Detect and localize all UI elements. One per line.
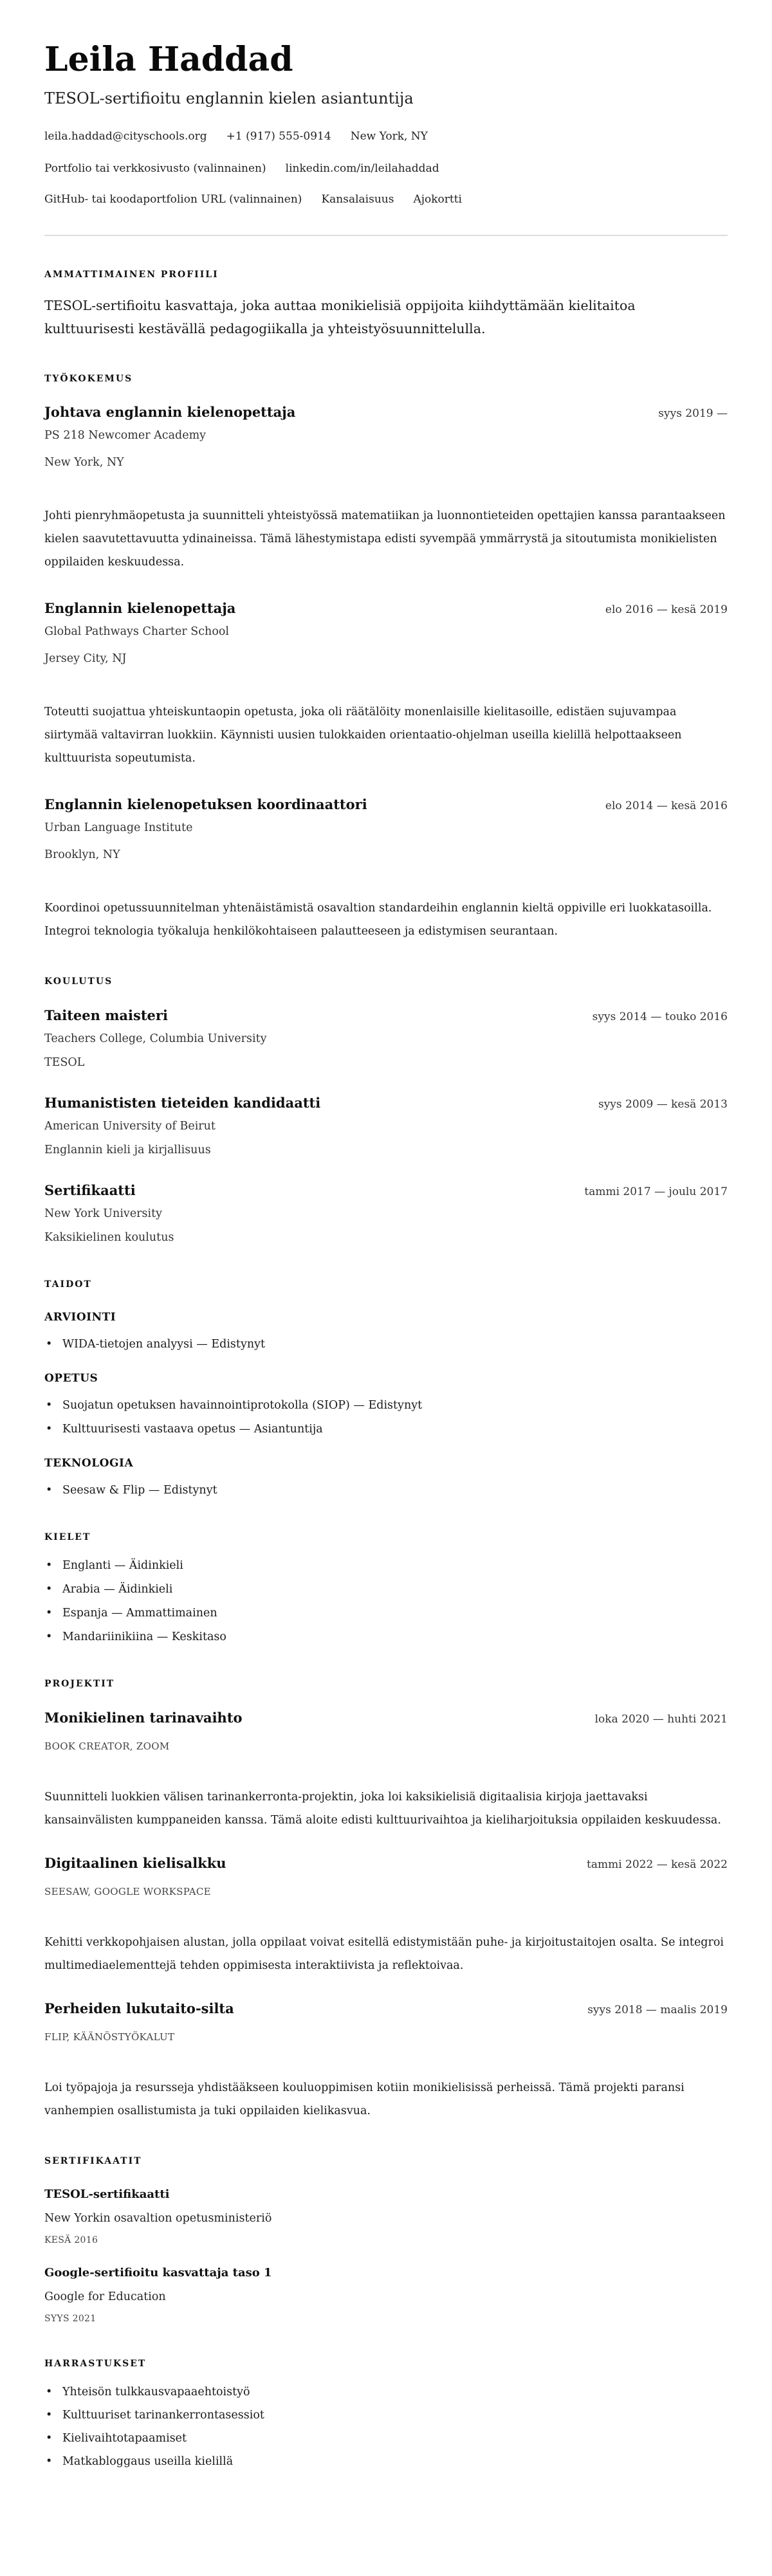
skill-category: ARVIOINTI [44, 1311, 116, 1324]
skill-item: • Seesaw & Flip — Edistynyt [44, 1482, 728, 1499]
interest-item: • Kielivaihtotapaamiset [44, 2430, 728, 2447]
project-entry [44, 1854, 728, 1977]
education-date: syys 2009 — kesä 2013 [598, 1098, 728, 1111]
field-of-study: Kaksikielinen koulutus [44, 1231, 174, 1244]
project-description: Suunnitteli luokkien välisen tarinankerronta-projektin, joka loi kaksikielisiä digitaalisia kirjoja jaettavaksi kansainvälisten kumppaneiden kanssa. Tämä aloite edisti kulttuurivaihtoa ja kieliharjoituksia oppilaiden keskuudessa. [44, 1791, 721, 1827]
language-item: • Espanja — Ammattimainen [44, 1605, 728, 1621]
section-title: TAIDOT [44, 1279, 92, 1290]
field-of-study: TESOL [44, 1056, 85, 1069]
project-tech: FLIP, KÄÄNÖSTYÖKALUT [44, 2031, 175, 2043]
job-entry [44, 796, 728, 943]
project-entry [44, 1709, 728, 1832]
skill-list [44, 1336, 728, 1353]
linkedin-link[interactable]: linkedin.com/in/leilahaddad [285, 162, 439, 175]
project-name: Perheiden lukutaito-silta [44, 2000, 234, 2016]
skill-list [44, 1482, 728, 1499]
job-location: New York, NY [44, 456, 124, 469]
project-tech: BOOK CREATOR, ZOOM [44, 1740, 170, 1752]
skills-section [44, 1278, 728, 1499]
contact-row [44, 129, 728, 144]
certification-entry [44, 2265, 728, 2325]
certification-name: Google-sertifioitu kasvattaja taso 1 [44, 2266, 272, 2279]
header-divider [44, 235, 728, 236]
certification-issuer: New Yorkin osavaltion opetusministeriö [44, 2212, 272, 2225]
job-description: Johti pienryhmäopetusta ja suunnitteli yhteistyössä matematiikan ja luonnontieteiden opettajien kanssa parantaakseen kielen saavutettavuutta ydinaineissa. Tämä lähestymistapa edisti syvempää ymmärrystä ja sitoutumista monikielisten oppilaiden keskuudessa. [44, 509, 726, 569]
drivers-license: Ajokortti [413, 193, 462, 206]
job-title: Johtava englannin kielenopettaja [44, 404, 296, 420]
job-entry [44, 599, 728, 770]
languages-section [44, 1531, 728, 1645]
school: Teachers College, Columbia University [44, 1032, 267, 1045]
section-title: TYÖKOKEMUS [44, 374, 133, 384]
skill-item: • WIDA-tietojen analyysi — Edistynyt [44, 1336, 728, 1353]
certifications-section [44, 2155, 728, 2325]
resume-header [44, 41, 728, 207]
language-item: • Englanti — Äidinkieli [44, 1557, 728, 1574]
certification-name: TESOL-sertifikaatti [44, 2188, 170, 2201]
skill-item: • Suojatun opetuksen havainnointiprotokolla (SIOP) — Edistynyt [44, 1397, 728, 1414]
certification-entry [44, 2187, 728, 2247]
section-title: KOULUTUS [44, 976, 113, 987]
contact-row [44, 192, 728, 207]
skill-list [44, 1397, 728, 1438]
profile-section [44, 268, 728, 340]
project-date: syys 2018 — maalis 2019 [587, 2004, 728, 2016]
interest-item: • Kulttuuriset tarinankerrontasessiot [44, 2407, 728, 2424]
interest-list [44, 2384, 728, 2470]
degree: Humanististen tieteiden kandidaatti [44, 1095, 321, 1111]
contact-row [44, 161, 728, 176]
education-section [44, 975, 728, 1246]
project-tech: SEESAW, GOOGLE WORKSPACE [44, 1886, 211, 1897]
project-name: Digitaalinen kielisalkku [44, 1855, 226, 1871]
candidate-name: Leila Haddad [44, 40, 293, 79]
portfolio-link[interactable]: Portfolio tai verkkosivusto (valinnainen) [44, 162, 266, 175]
certification-date: SYYS 2021 [44, 2314, 96, 2324]
phone-number[interactable]: +1 (917) 555-0914 [226, 130, 331, 143]
education-date: tammi 2017 — joulu 2017 [584, 1185, 728, 1198]
language-item: • Arabia — Äidinkieli [44, 1581, 728, 1598]
section-title: AMMATTIMAINEN PROFIILI [44, 269, 219, 280]
school: American University of Beirut [44, 1120, 216, 1133]
degree: Taiteen maisteri [44, 1007, 168, 1023]
job-title: Englannin kielenopettaja [44, 600, 236, 616]
skill-category: TEKNOLOGIA [44, 1457, 134, 1470]
project-entry [44, 2000, 728, 2123]
project-description: Loi työpajoja ja resursseja yhdistääkseen kouluoppimisen kotiin monikielisissä perheissä. Tämä projekti paransi vanhempien osallistumista ja tuki oppilaiden kielikasvua. [44, 2081, 685, 2117]
skill-category: OPETUS [44, 1372, 98, 1385]
skill-item: • Kulttuurisesti vastaava opetus — Asiantuntija [44, 1421, 728, 1438]
job-date: elo 2016 — kesä 2019 [605, 603, 728, 616]
project-date: loka 2020 — huhti 2021 [594, 1713, 728, 1726]
location: New York, NY [350, 130, 428, 143]
job-title: Englannin kielenopetuksen koordinaattori [44, 796, 367, 812]
email-link[interactable]: leila.haddad@cityschools.org [44, 130, 207, 143]
project-name: Monikielinen tarinavaihto [44, 1710, 243, 1726]
education-entry [44, 1007, 728, 1071]
citizenship: Kansalaisuus [321, 193, 394, 206]
certification-issuer: Google for Education [44, 2290, 166, 2303]
job-description: Toteutti suojattua yhteiskuntaopin opetusta, joka oli räätälöity monenlaisille kielitasoille, edistäen sujuvampaa siirtymää valtavirran luokkiin. Käynnisti uusien tulokkaiden orientaatio-ohjelman useilla kielillä helpottaakseen kulttuurista sopeutumista. [44, 706, 682, 765]
degree: Sertifikaatti [44, 1182, 136, 1198]
job-organization: PS 218 Newcomer Academy [44, 429, 207, 442]
section-title: SERTIFIKAATIT [44, 2156, 142, 2166]
candidate-headline: TESOL-sertifioitu englannin kielen asiantuntija [44, 89, 414, 107]
interest-item: • Matkabloggaus useilla kielillä [44, 2453, 728, 2470]
job-description: Koordinoi opetussuunnitelman yhtenäistämistä osavaltion standardeihin englannin kieltä oppiville eri luokkatasoilla. Integroi teknologia työkaluja henkilökohtaiseen palautteeseen ja edistymisen seurantaan. [44, 902, 712, 938]
project-description: Kehitti verkkopohjaisen alustan, jolla oppilaat voivat esitellä edistymistään puhe- ja kirjoitustaitojen osalta. Se integroi multimediaelementtejä tehden oppimisesta interaktiivista ja reflektoivaa. [44, 1936, 724, 1972]
job-date: syys 2019 — [658, 407, 728, 420]
field-of-study: Englannin kieli ja kirjallisuus [44, 1144, 211, 1156]
job-organization: Urban Language Institute [44, 821, 193, 834]
language-item: • Mandariinikiina — Keskitaso [44, 1629, 728, 1645]
education-entry [44, 1094, 728, 1158]
section-title: PROJEKTIT [44, 1679, 115, 1689]
job-location: Jersey City, NJ [44, 652, 127, 665]
school: New York University [44, 1207, 163, 1220]
certification-date: KESÄ 2016 [44, 2235, 98, 2245]
project-date: tammi 2022 — kesä 2022 [586, 1858, 728, 1871]
job-location: Brooklyn, NY [44, 848, 120, 861]
interest-item: • Yhteisön tulkkausvapaaehtoistyö [44, 2384, 728, 2400]
education-entry [44, 1182, 728, 1246]
profile-summary: TESOL-sertifioitu kasvattaja, joka auttaa monikielisiä oppijoita kiihdyttämään kielitaitoa kulttuurisesti kestävällä pedagogiikalla ja yhteistyösuunnittelulla. [44, 298, 636, 336]
job-date: elo 2014 — kesä 2016 [605, 799, 728, 812]
projects-section [44, 1677, 728, 2123]
job-entry [44, 403, 728, 574]
section-title: KIELET [44, 1532, 91, 1542]
job-organization: Global Pathways Charter School [44, 625, 229, 638]
experience-section [44, 372, 728, 943]
language-list [44, 1557, 728, 1645]
education-date: syys 2014 — touko 2016 [592, 1010, 728, 1023]
interests-section [44, 2357, 728, 2470]
github-link[interactable]: GitHub- tai koodaportfolion URL (valinnainen) [44, 193, 302, 206]
section-title: HARRASTUKSET [44, 2359, 147, 2369]
